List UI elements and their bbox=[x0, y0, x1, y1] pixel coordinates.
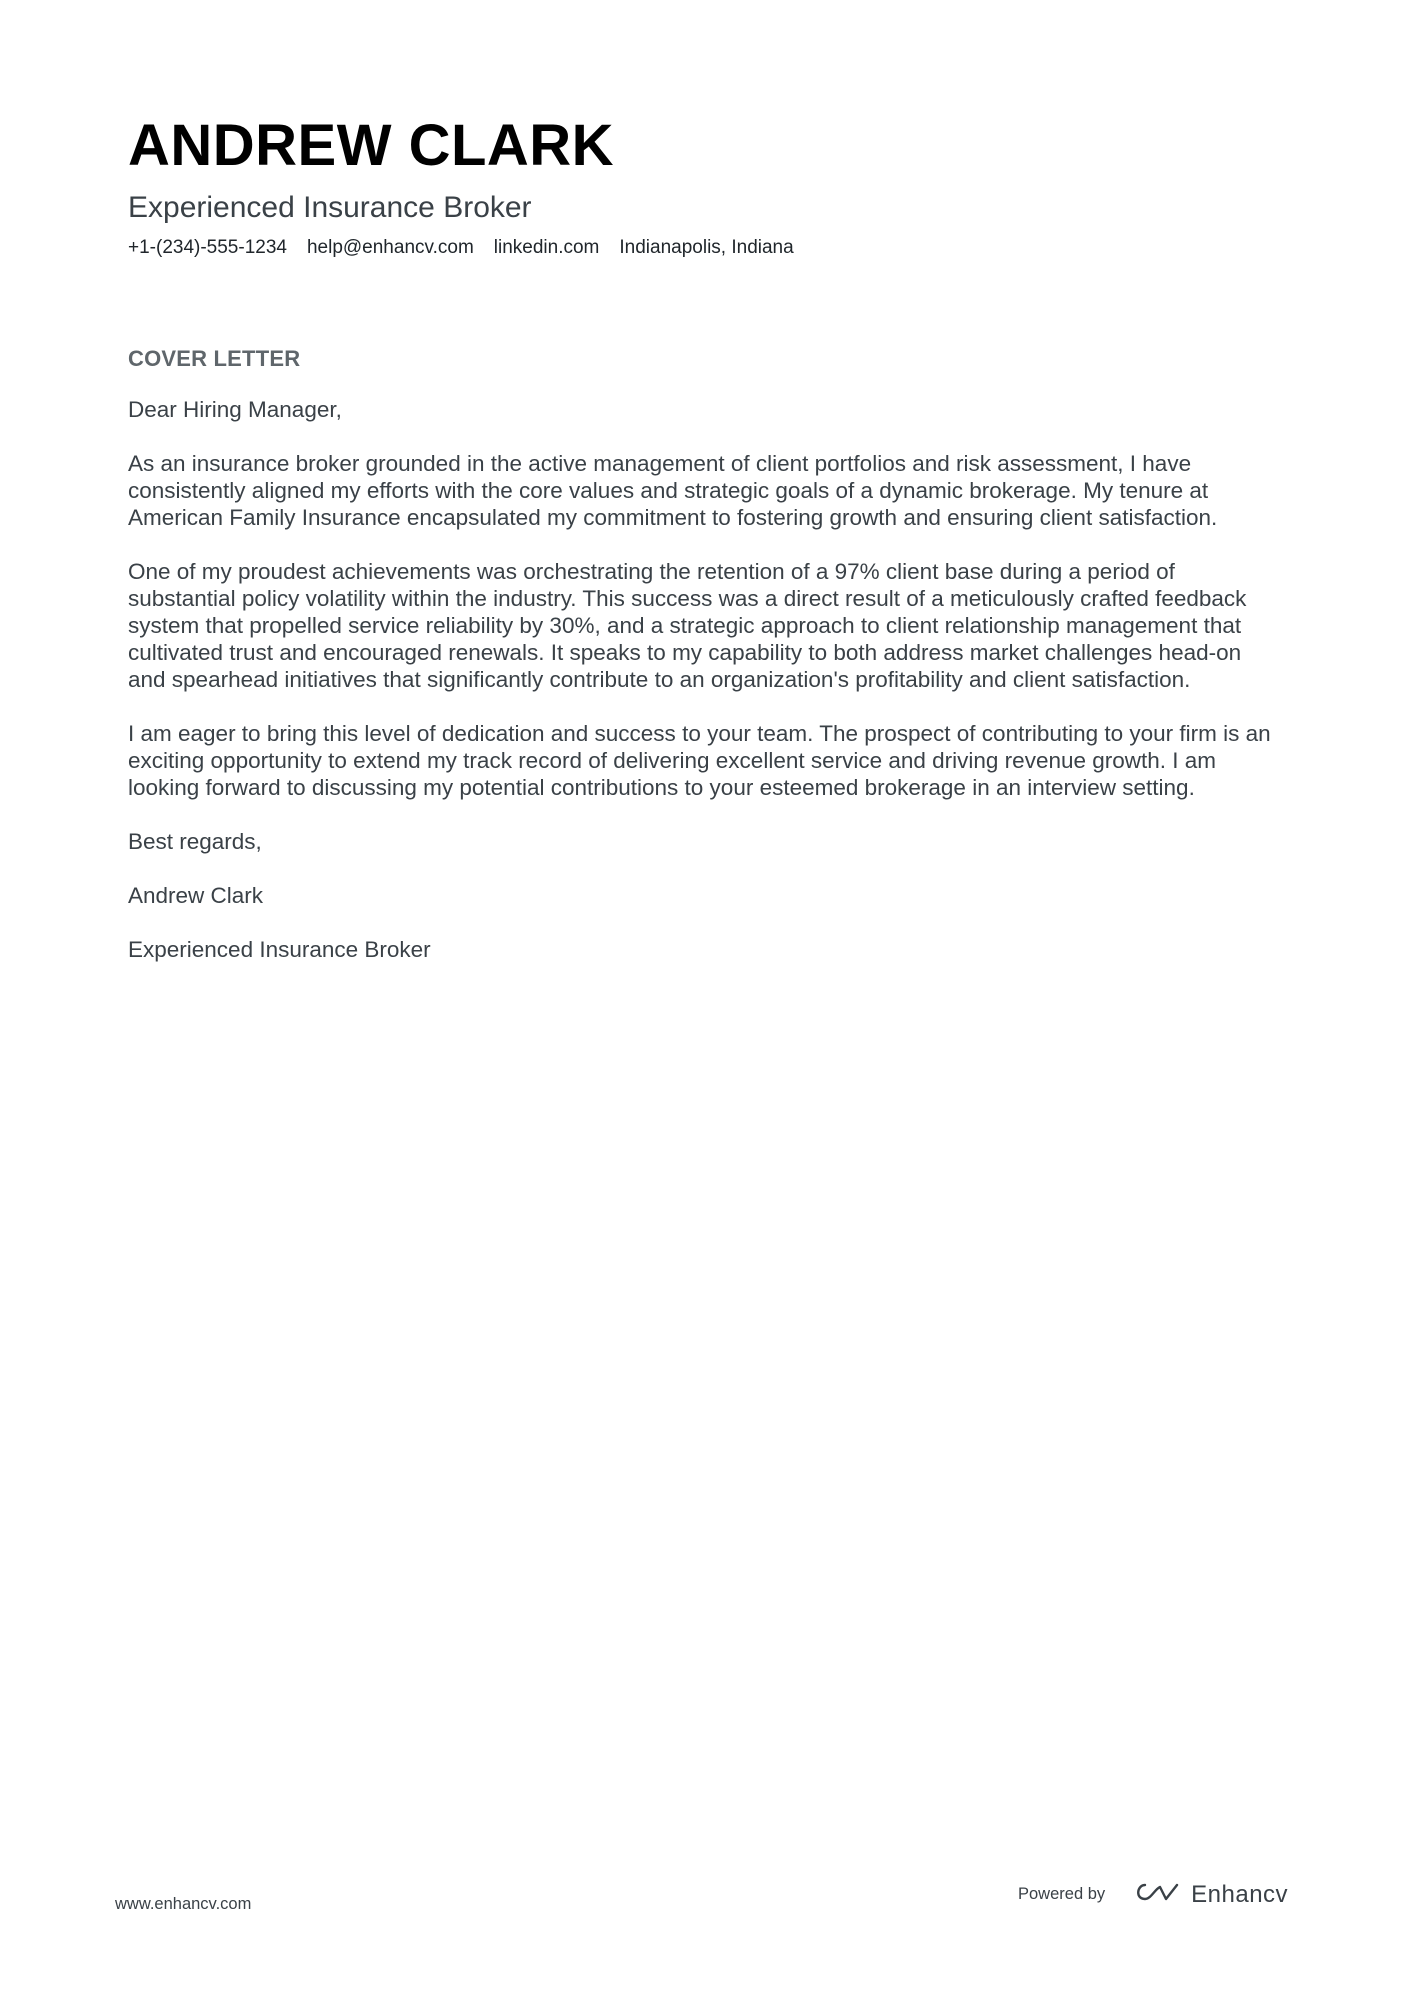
candidate-name: ANDREW CLARK bbox=[128, 113, 615, 178]
candidate-headline: Experienced Insurance Broker bbox=[128, 191, 532, 224]
footer-website[interactable]: www.enhancv.com bbox=[115, 1895, 252, 1913]
letter-closing: Best regards, bbox=[128, 829, 262, 854]
brand-link[interactable] bbox=[1133, 1880, 1288, 1909]
letter-paragraph-2: One of my proudest achievements was orchestrating the retention of a 97% client base during a period of substantial policy volatility within the industry. This success was a direct result of a meticulously crafted feedback system that propelled service reliability by 30%, and a strategic approach to client relationship management that cultivated trust and encouraged renewals. It speaks to my capability to both address market challenges head-on and spearhead initiatives that significantly contribute to an organization's profitability and client satisfaction. bbox=[128, 559, 1247, 692]
resume-header bbox=[128, 108, 1288, 262]
letter-paragraph-1: As an insurance broker grounded in the active management of client portfolios and risk assessment, I have consistently aligned my efforts with the core values and strategic goals of a dynamic brokerage. My tenure at American Family Insurance encapsulated my commitment to fostering growth and ensuring client satisfaction. bbox=[128, 451, 1218, 530]
contact-location: Indianapolis, Indiana bbox=[619, 237, 794, 258]
signature-name: Andrew Clark bbox=[128, 883, 264, 908]
signature-title: Experienced Insurance Broker bbox=[128, 937, 431, 962]
letter-salutation: Dear Hiring Manager, bbox=[128, 397, 342, 422]
section-title: COVER LETTER bbox=[128, 346, 301, 371]
contact-linkedin[interactable]: linkedin.com bbox=[493, 237, 600, 258]
brand-name: Enhancv bbox=[1191, 1880, 1289, 1908]
footer-branding bbox=[1018, 1880, 1288, 1909]
contact-info bbox=[128, 234, 1288, 262]
cover-letter-body bbox=[128, 396, 1278, 990]
letter-paragraph-3: I am eager to bring this level of dedication and success to your team. The prospect of contributing to your firm is an exciting opportunity to extend my track record of delivering excellent service and driving revenue growth. I am looking forward to discussing my potential contributions to your esteemed brokerage in an interview setting. bbox=[128, 721, 1271, 800]
enhancv-logo-icon bbox=[1133, 1880, 1179, 1909]
powered-by-label: Powered by bbox=[1018, 1885, 1106, 1903]
contact-phone[interactable]: +1-(234)-555-1234 bbox=[128, 237, 287, 258]
contact-email[interactable]: help@enhancv.com bbox=[306, 237, 474, 258]
